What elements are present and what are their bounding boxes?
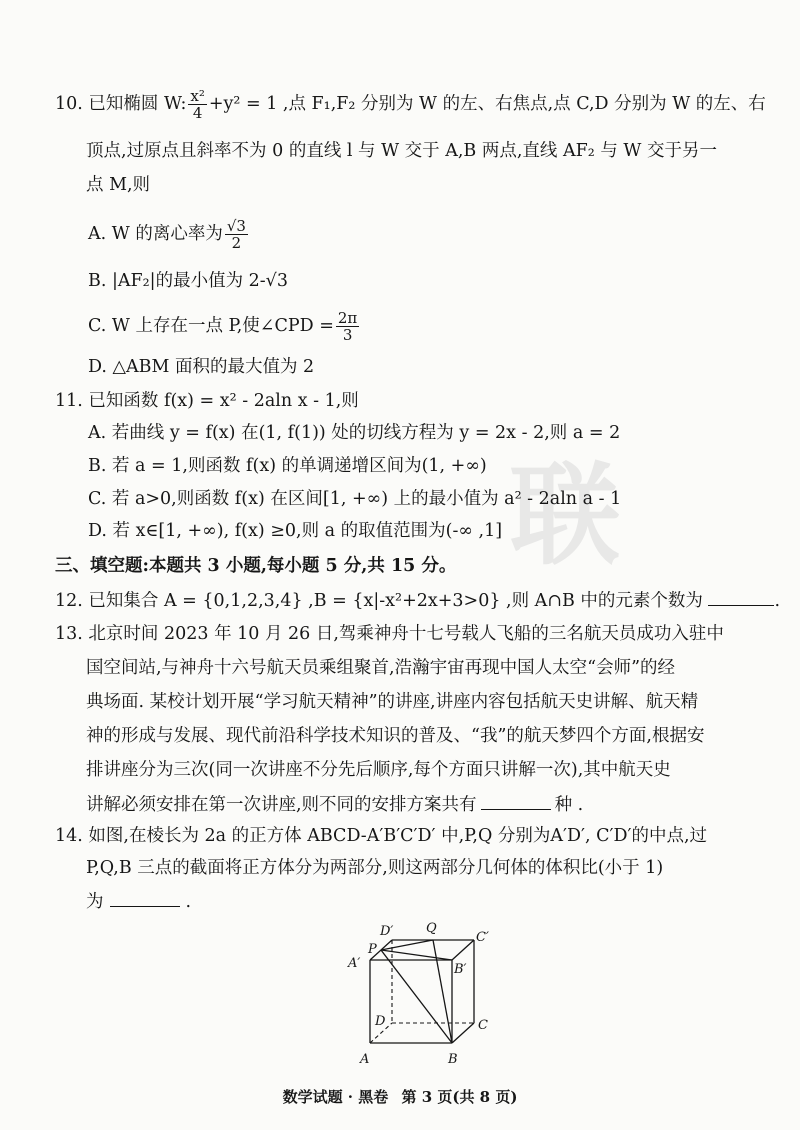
- question-13-line-3: 典场面. 某校计划开展“学习航天精神”的讲座,讲座内容包括航天史讲解、航天精: [86, 692, 699, 712]
- section-PQ: [381, 940, 433, 950]
- label-B: B: [448, 1052, 458, 1067]
- q11-option-b: B. 若 a = 1,则函数 f(x) 的单调递增区间为(1, +∞): [88, 456, 487, 476]
- question-12: 12. 已知集合 A = {0,1,2,3,4} ,B = {x|-x²+2x+3>0} ,则 A∩B 中的元素个数为 .: [55, 587, 780, 614]
- answer-blank[interactable]: [110, 888, 180, 907]
- q10-option-a: A. W 的离心率为 $\frac{√3}{2}$: [88, 217, 246, 252]
- label-P: P: [368, 942, 377, 957]
- question-10-line-3: 点 M,则: [86, 175, 151, 195]
- fraction: $\frac{\text{x²}}{4}$: [190, 87, 205, 122]
- q13-text: 北京时间 2023 年 10 月 26 日,驾乘神舟十七号载人飞船的三名航天员成功入驻中: [88, 624, 724, 644]
- question-13-line-6: 讲解必须安排在第一次讲座,则不同的安排方案共有 种 .: [86, 791, 583, 818]
- answer-blank[interactable]: [708, 587, 774, 606]
- label-Q: Q: [426, 921, 437, 936]
- question-11-stem: [55, 388, 359, 414]
- section-QB: [433, 940, 452, 1043]
- q11-text: 已知函数 f(x) = x² - 2aln x - 1,则: [88, 391, 359, 411]
- q10-text: W:: [164, 94, 187, 114]
- fraction: $\frac{√3}{2}$: [226, 217, 246, 252]
- question-14-line-2: P,Q,B 三点的截面将正方体分为两部分,则这两部分几何体的体积比(小于 1): [86, 858, 664, 878]
- question-10-line-2: 顶点,过原点且斜率不为 0 的直线 l 与 W 交于 A,B 两点,直线 AF₂ 与 W 交于另一: [86, 141, 717, 161]
- question-14-line-1: [55, 823, 707, 849]
- question-13-line-1: [55, 621, 724, 647]
- q10-option-d: D. △ABM 面积的最大值为 2: [88, 357, 315, 377]
- q10-text: +y² = 1 ,点 F₁,F₂ 分别为 W 的左、右焦点,点 C,D 分别为 W 的左、右: [208, 94, 766, 114]
- q14-text: 如图,在棱长为 2a 的正方体 ABCD-A′B′C′D′ 中,P,Q 分别为A′D′, C′D′的中点,过: [88, 826, 708, 846]
- label-C1: C′: [476, 930, 489, 945]
- question-number: 11.: [55, 391, 83, 411]
- question-13-line-4: 神的形成与发展、现代前沿科学技术知识的普及、“我”的航天梦四个方面,根据安: [86, 726, 705, 746]
- footer-page-number: 第 3 页(共 8 页): [401, 1088, 518, 1106]
- label-A1: A′: [348, 956, 361, 971]
- q11-option-d: D. 若 x∈[1, +∞), f(x) ≥0,则 a 的取值范围为(-∞ ,1]: [88, 521, 503, 541]
- cube-figure: [330, 915, 510, 1075]
- question-13-line-2: 国空间站,与神舟十六号航天员乘组聚首,浩瀚宇宙再现中国人太空“会师”的经: [86, 658, 676, 678]
- q11-option-a: A. 若曲线 y = f(x) 在(1, f(1)) 处的切线方程为 y = 2x - 2,则 a = 2: [88, 423, 621, 443]
- label-C: C: [478, 1018, 488, 1033]
- question-10-line-1: [55, 88, 766, 121]
- edge-CB: [452, 1023, 474, 1043]
- footer-subject: 数学试题 · 黑卷: [282, 1088, 389, 1106]
- answer-blank[interactable]: [481, 791, 551, 810]
- question-number: 13.: [55, 624, 83, 644]
- page-footer: [0, 1086, 800, 1107]
- q11-option-c: C. 若 a>0,则函数 f(x) 在区间[1, +∞) 上的最小值为 a² - 2aln a - 1: [88, 489, 622, 509]
- edge-C1B1: [452, 940, 474, 960]
- q10-text: 已知椭圆: [88, 94, 159, 114]
- question-number: 12.: [55, 591, 83, 611]
- question-13-line-5: 排讲座分为三次(同一次讲座不分先后顺序,每个方面只讲解一次),其中航天史: [86, 760, 671, 780]
- fraction: $\frac{2\pi}{3}$: [337, 309, 358, 344]
- question-14-line-3: 为 .: [86, 888, 191, 915]
- question-number: 14.: [55, 826, 83, 846]
- question-number: 10.: [55, 94, 83, 114]
- watermark: 联: [510, 452, 612, 580]
- label-D1: D′: [380, 924, 394, 939]
- label-A: A: [360, 1052, 370, 1067]
- label-B1: B′: [454, 962, 467, 977]
- q12-text: 已知集合 A = {0,1,2,3,4} ,B = {x|-x²+2x+3>0} ,则 A∩B 中的元素个数为: [88, 591, 703, 611]
- q10-option-b: B. |AF₂|的最小值为 2-√3: [88, 271, 288, 291]
- q10-option-c: C. W 上存在一点 P,使∠CPD = $\frac{2\pi}{3}$: [88, 309, 358, 344]
- label-D: D: [375, 1014, 386, 1029]
- section-heading: 三、填空题:本题共 3 小题,每小题 5 分,共 15 分。: [55, 556, 457, 576]
